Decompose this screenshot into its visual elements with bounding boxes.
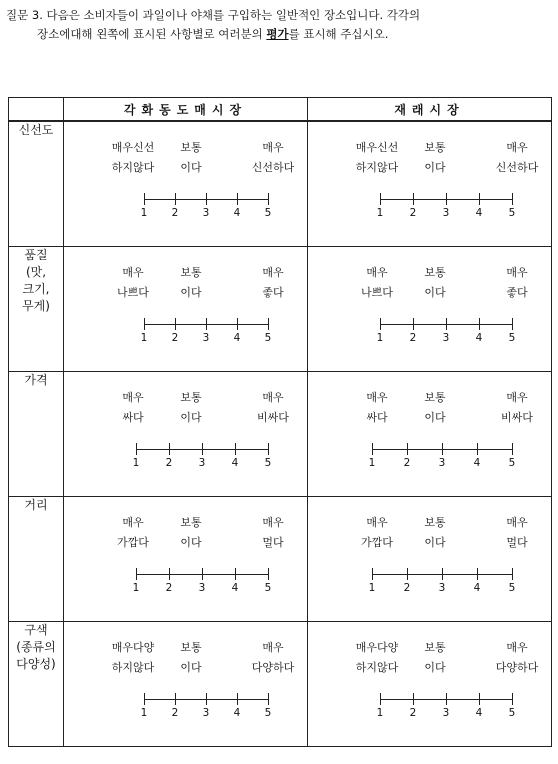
scale-number: 2	[165, 457, 173, 469]
scale-number: 4	[231, 582, 239, 594]
anchor-high-line: 매우	[262, 641, 284, 654]
anchor-mid-line: 보통	[424, 266, 446, 279]
scale-tick[interactable]	[268, 318, 269, 330]
criterion-row	[9, 622, 552, 747]
anchor-low-line: 매우	[122, 266, 144, 279]
scale-number: 3	[202, 707, 210, 719]
scale-tick[interactable]	[380, 693, 381, 705]
rating-cell-place2	[308, 622, 552, 747]
anchor-mid-line: 이다	[180, 286, 202, 299]
scale-number: 2	[409, 707, 417, 719]
anchor-low-line: 싸다	[366, 411, 388, 424]
scale-tick[interactable]	[413, 318, 414, 330]
scale-number: 4	[233, 332, 241, 344]
scale-number: 3	[202, 207, 210, 219]
scale-number: 3	[202, 332, 210, 344]
scale-tick[interactable]	[442, 443, 443, 455]
anchor-low-line: 매우	[366, 516, 388, 529]
scale-tick[interactable]	[237, 693, 238, 705]
anchor-high	[238, 513, 308, 553]
scale-number: 1	[140, 207, 148, 219]
corner-cell	[9, 98, 64, 122]
rating-scale[interactable]	[140, 317, 272, 347]
anchor-high-line: 매우	[506, 516, 528, 529]
anchor-mid	[156, 138, 226, 178]
anchor-high-line: 매우	[506, 266, 528, 279]
anchor-low-line: 가깝다	[361, 536, 393, 549]
rating-scale[interactable]	[140, 692, 272, 722]
scale-tick[interactable]	[512, 693, 513, 705]
question-line-2-end: 를 표시해 주십시오.	[288, 27, 389, 41]
anchor-high-line: 신선하다	[251, 161, 295, 174]
anchor-low-line: 하지않다	[111, 661, 155, 674]
scale-tick[interactable]	[268, 193, 269, 205]
scale-tick[interactable]	[268, 568, 269, 580]
scale-tick[interactable]	[268, 443, 269, 455]
anchor-mid	[156, 513, 226, 553]
scale-number: 5	[508, 207, 516, 219]
anchor-high-line: 다양하다	[495, 661, 539, 674]
scale-tick[interactable]	[413, 693, 414, 705]
anchor-mid-line: 이다	[180, 161, 202, 174]
scale-tick[interactable]	[202, 443, 203, 455]
scale-tick[interactable]	[380, 318, 381, 330]
scale-tick[interactable]	[136, 568, 137, 580]
scale-number: 3	[442, 707, 450, 719]
anchor-mid-line: 보통	[424, 141, 446, 154]
scale-number: 1	[140, 707, 148, 719]
anchor-mid	[400, 138, 470, 178]
scale-number: 2	[409, 207, 417, 219]
anchor-mid-line: 이다	[180, 536, 202, 549]
scale-tick[interactable]	[372, 443, 373, 455]
scale-tick[interactable]	[268, 693, 269, 705]
anchor-low-line: 매우다양	[355, 641, 399, 654]
scale-tick[interactable]	[175, 318, 176, 330]
anchor-mid-line: 보통	[180, 141, 202, 154]
column-header-place2: 재래시장	[308, 98, 552, 122]
scale-number: 5	[264, 457, 272, 469]
criterion-row	[9, 497, 552, 622]
anchor-mid-line: 이다	[180, 661, 202, 674]
question-text	[6, 6, 551, 44]
anchor-mid	[400, 263, 470, 303]
scale-number: 1	[376, 707, 384, 719]
scale-tick[interactable]	[237, 318, 238, 330]
rating-scale[interactable]	[132, 442, 272, 472]
anchor-low-line: 매우	[122, 391, 144, 404]
rating-scale[interactable]	[368, 442, 516, 472]
scale-number: 3	[198, 582, 206, 594]
rating-scale[interactable]	[368, 567, 516, 597]
scale-tick[interactable]	[206, 693, 207, 705]
anchor-high-line: 신선하다	[495, 161, 539, 174]
rating-cell-place1	[64, 622, 308, 747]
anchor-mid-line: 보통	[180, 266, 202, 279]
anchor-high-line: 좋다	[506, 286, 528, 299]
scale-tick[interactable]	[512, 568, 513, 580]
anchor-high	[238, 138, 308, 178]
scale-tick[interactable]	[479, 318, 480, 330]
rating-cell-place1	[64, 247, 308, 372]
scale-number: 4	[473, 457, 481, 469]
question-line-1: 질문 3. 다음은 소비자들이 과일이나 야채를 구입하는 일반적인 장소입니다. 각각의	[6, 8, 421, 22]
rating-scale[interactable]	[376, 692, 516, 722]
anchor-low-line: 가깝다	[117, 536, 149, 549]
scale-tick[interactable]	[446, 318, 447, 330]
scale-number: 3	[438, 582, 446, 594]
anchor-mid	[400, 513, 470, 553]
criterion-label: 신선도	[9, 121, 64, 247]
scale-anchors	[308, 263, 551, 303]
question-line-2	[6, 25, 551, 44]
anchor-low-line: 매우	[366, 266, 388, 279]
criterion-label: 품질 (맛, 크기, 무게)	[9, 247, 64, 372]
anchor-high-line: 매우	[262, 266, 284, 279]
anchor-high-line: 매우	[506, 641, 528, 654]
scale-tick[interactable]	[175, 693, 176, 705]
scale-number: 3	[198, 457, 206, 469]
anchor-high-line: 매우	[506, 141, 528, 154]
anchor-mid-line: 이다	[424, 536, 446, 549]
anchor-high	[238, 263, 308, 303]
scale-number: 5	[508, 332, 516, 344]
rating-scale[interactable]	[376, 317, 516, 347]
scale-number: 4	[233, 707, 241, 719]
anchor-mid	[400, 638, 470, 678]
scale-tick[interactable]	[144, 318, 145, 330]
scale-tick[interactable]	[413, 193, 414, 205]
scale-tick[interactable]	[169, 568, 170, 580]
anchor-high-line: 비싸다	[501, 411, 533, 424]
rating-cell-place2	[308, 497, 552, 622]
criterion-label: 구색 (종류의 다양성)	[9, 622, 64, 747]
rating-cell-place2	[308, 121, 552, 247]
scale-number: 3	[438, 457, 446, 469]
scale-number: 3	[442, 332, 450, 344]
anchor-high-line: 비싸다	[257, 411, 289, 424]
anchor-mid-line: 이다	[180, 411, 202, 424]
scale-number: 3	[442, 207, 450, 219]
scale-tick[interactable]	[512, 443, 513, 455]
column-header-place1: 각화동도매시장	[64, 98, 308, 122]
anchor-mid	[156, 388, 226, 428]
rating-scale[interactable]	[132, 567, 272, 597]
anchor-mid-line: 보통	[424, 391, 446, 404]
scale-tick[interactable]	[235, 568, 236, 580]
scale-number: 4	[231, 457, 239, 469]
scale-tick[interactable]	[372, 568, 373, 580]
scale-number: 1	[376, 332, 384, 344]
scale-tick[interactable]	[477, 568, 478, 580]
scale-tick[interactable]	[202, 568, 203, 580]
anchor-high-line: 매우	[262, 391, 284, 404]
scale-number: 2	[171, 332, 179, 344]
anchor-high	[482, 638, 552, 678]
anchor-mid-line: 이다	[424, 661, 446, 674]
anchor-low-line: 매우	[366, 391, 388, 404]
anchor-low-line: 하지않다	[111, 161, 155, 174]
scale-number: 2	[171, 207, 179, 219]
question-line-2-text: 장소에대해 왼쪽에 표시된 사항별로 여러분의	[37, 27, 267, 41]
anchor-high-line: 멀다	[506, 536, 528, 549]
scale-number: 2	[403, 457, 411, 469]
scale-tick[interactable]	[446, 193, 447, 205]
scale-number: 5	[264, 332, 272, 344]
anchor-mid-line: 이다	[424, 411, 446, 424]
scale-tick[interactable]	[235, 443, 236, 455]
scale-anchors	[308, 638, 551, 678]
anchor-mid-line: 보통	[424, 641, 446, 654]
scale-tick[interactable]	[380, 193, 381, 205]
scale-anchors	[64, 138, 307, 178]
rating-cell-place1	[64, 497, 308, 622]
anchor-low-line: 매우신선	[355, 141, 399, 154]
anchor-low-line: 싸다	[122, 411, 144, 424]
scale-tick[interactable]	[237, 193, 238, 205]
anchor-mid-line: 보통	[180, 641, 202, 654]
anchor-high-line: 매우	[262, 516, 284, 529]
anchor-mid-line: 보통	[180, 516, 202, 529]
scale-number: 2	[409, 332, 417, 344]
scale-anchors	[64, 263, 307, 303]
scale-tick[interactable]	[175, 193, 176, 205]
anchor-high	[238, 388, 308, 428]
rating-cell-place1	[64, 372, 308, 497]
scale-tick[interactable]	[407, 443, 408, 455]
rating-cell-place2	[308, 247, 552, 372]
scale-number: 2	[403, 582, 411, 594]
anchor-low-line: 하지않다	[355, 661, 399, 674]
scale-number: 5	[508, 707, 516, 719]
scale-tick[interactable]	[144, 693, 145, 705]
anchor-low-line: 하지않다	[355, 161, 399, 174]
scale-anchors	[64, 388, 307, 428]
scale-number: 4	[473, 582, 481, 594]
scale-number: 1	[368, 457, 376, 469]
criterion-label: 거리	[9, 497, 64, 622]
anchor-mid-line: 이다	[424, 161, 446, 174]
scale-tick[interactable]	[169, 443, 170, 455]
anchor-high	[482, 263, 552, 303]
criterion-row	[9, 372, 552, 497]
rating-scale[interactable]	[140, 192, 272, 222]
scale-anchors	[64, 513, 307, 553]
anchor-high-line: 매우	[262, 141, 284, 154]
scale-number: 5	[264, 582, 272, 594]
scale-number: 2	[165, 582, 173, 594]
scale-anchors	[308, 138, 551, 178]
anchor-high-line: 다양하다	[251, 661, 295, 674]
scale-tick[interactable]	[479, 693, 480, 705]
scale-anchors	[64, 638, 307, 678]
rating-scale[interactable]	[376, 192, 516, 222]
scale-number: 1	[132, 582, 140, 594]
scale-tick[interactable]	[206, 193, 207, 205]
scale-tick[interactable]	[477, 443, 478, 455]
scale-tick[interactable]	[407, 568, 408, 580]
scale-tick[interactable]	[512, 193, 513, 205]
anchor-low-line: 나쁘다	[117, 286, 149, 299]
anchor-high	[482, 513, 552, 553]
scale-tick[interactable]	[479, 193, 480, 205]
scale-number: 4	[233, 207, 241, 219]
anchor-mid-line: 보통	[180, 391, 202, 404]
anchor-mid	[400, 388, 470, 428]
anchor-mid	[156, 263, 226, 303]
anchor-high	[238, 638, 308, 678]
anchor-mid	[156, 638, 226, 678]
rating-cell-place1	[64, 121, 308, 247]
criterion-row	[9, 121, 552, 247]
header-row	[9, 98, 552, 122]
anchor-high	[482, 388, 552, 428]
scale-tick[interactable]	[144, 193, 145, 205]
emphasized-word: 평가	[266, 27, 289, 41]
anchor-low-line: 매우신선	[111, 141, 155, 154]
anchor-mid-line: 보통	[424, 516, 446, 529]
scale-number: 1	[368, 582, 376, 594]
anchor-mid-line: 이다	[424, 286, 446, 299]
scale-anchors	[308, 388, 551, 428]
scale-number: 5	[508, 457, 516, 469]
scale-tick[interactable]	[206, 318, 207, 330]
criterion-row	[9, 247, 552, 372]
scale-tick[interactable]	[442, 568, 443, 580]
scale-number: 2	[171, 707, 179, 719]
anchor-low-line: 나쁘다	[361, 286, 393, 299]
anchor-high-line: 매우	[506, 391, 528, 404]
rating-table	[8, 97, 552, 747]
anchor-high	[482, 138, 552, 178]
criterion-label: 가격	[9, 372, 64, 497]
scale-number: 4	[475, 207, 483, 219]
scale-anchors	[308, 513, 551, 553]
scale-number: 1	[140, 332, 148, 344]
anchor-high-line: 멀다	[262, 536, 284, 549]
scale-number: 5	[264, 707, 272, 719]
rating-cell-place2	[308, 372, 552, 497]
scale-number: 1	[132, 457, 140, 469]
scale-number: 4	[475, 707, 483, 719]
anchor-low-line: 매우다양	[111, 641, 155, 654]
scale-number: 4	[475, 332, 483, 344]
scale-number: 5	[508, 582, 516, 594]
anchor-high-line: 좋다	[262, 286, 284, 299]
scale-tick[interactable]	[446, 693, 447, 705]
scale-tick[interactable]	[512, 318, 513, 330]
scale-number: 5	[264, 207, 272, 219]
scale-number: 1	[376, 207, 384, 219]
scale-tick[interactable]	[136, 443, 137, 455]
anchor-low-line: 매우	[122, 516, 144, 529]
